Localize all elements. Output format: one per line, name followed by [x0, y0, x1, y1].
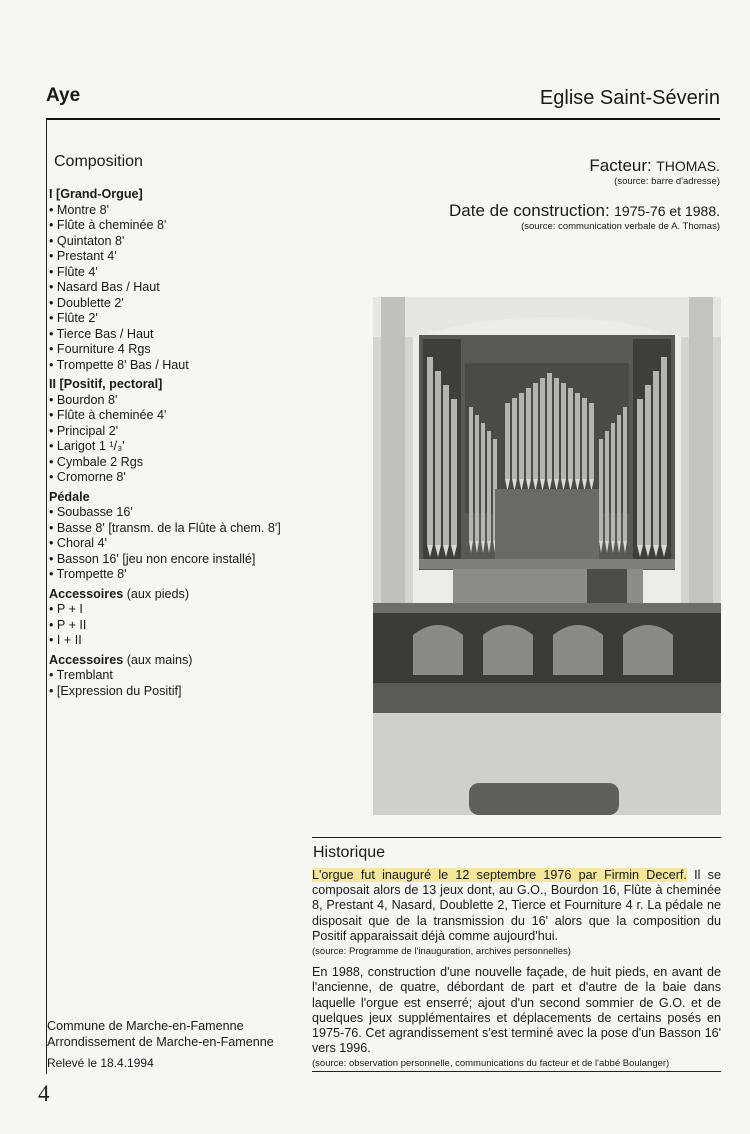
header-rule: [46, 118, 720, 120]
organ-pipe: [443, 385, 449, 545]
stop-item: • Doublette 2': [49, 295, 124, 310]
construction-source: (source: communication verbale de A. Thomas): [521, 221, 720, 232]
division-title-text: Accessoires: [49, 652, 124, 667]
survey-date: Relevé le 18.4.1994: [47, 1056, 154, 1070]
stop-item: • Flûte à cheminée 8': [49, 218, 167, 232]
stop-item: • P + I: [49, 602, 83, 616]
division-title: [49, 587, 369, 603]
stop-item: • Choral 4': [49, 536, 107, 550]
division-title-text: I [Grand-Orgue]: [49, 187, 143, 201]
history-body: [312, 868, 721, 1078]
stop-item: • Flûte à cheminée 4': [49, 408, 167, 422]
history-paragraph-1: [312, 868, 721, 944]
balcony-arch: [553, 625, 603, 675]
stop-item: • Cymbale 2 Rgs: [49, 454, 143, 469]
division-title-text: II [Positif, pectoral]: [49, 377, 163, 391]
stop-item: • Basse 8' [transm. de la Flûte à chem. 8']: [49, 520, 281, 535]
division-title-note: (aux mains): [123, 652, 193, 667]
history-title: Historique: [313, 844, 386, 861]
organ-pipe: [540, 378, 545, 479]
organ-photo: [373, 297, 721, 815]
stop-item: • Fourniture 4 Rgs: [49, 342, 151, 356]
stop-item: • Trompette 8' Bas / Haut: [49, 357, 189, 372]
organ-pipe: [582, 398, 587, 479]
left-margin-rule: [46, 119, 47, 1074]
stop-item: • Prestant 4': [49, 249, 117, 263]
organ-pipe: [512, 398, 517, 479]
construction-label: Date de construction:: [449, 201, 610, 220]
stop-item: • Soubasse 16': [49, 505, 133, 519]
organ-pipe: [661, 357, 667, 545]
construction-value: 1975-76 et 1988.: [614, 203, 720, 219]
division-title-text: Pédale: [49, 489, 90, 504]
organ-pipe: [568, 388, 573, 479]
division-title-text: Accessoires: [49, 586, 124, 601]
organ-pipe: [623, 407, 627, 541]
stop-item: • Quintaton 8': [49, 233, 125, 248]
stop-item: • Tremblant: [49, 668, 113, 682]
stop-item: • I + II: [49, 633, 82, 647]
stop-item: • P + II: [49, 617, 87, 632]
stop-item: • Flûte 2': [49, 311, 98, 325]
page-number: 4: [38, 1081, 50, 1106]
organ-pipe: [435, 371, 441, 545]
organ-pipe: [469, 407, 473, 541]
organ-pipe: [475, 415, 479, 541]
organ-pipe: [554, 378, 559, 479]
location-heading: Aye: [46, 85, 81, 106]
composition-title: Composition: [54, 153, 143, 170]
history-paragraph-2: En 1988, construction d'une nouvelle façade, de huit pieds, en avant de l'ancienne, de quatre, débordant de part et d'autre de la baie dans laquelle l'orgue est enserré; ajout d'un second sommier de G.O. et de quelques jeux supplémentaires et déplacements de certains posés en 1975-76. Cet agrandissement s'est terminé avec la pose d'un Basson 16' vers 1996.: [312, 965, 721, 1056]
balcony-arch: [623, 625, 673, 675]
stop-item: • Principal 2': [49, 423, 119, 438]
stop-item: • Basson 16' [jeu non encore installé]: [49, 551, 256, 566]
organ-pipe: [561, 383, 566, 479]
construction-block: [449, 201, 720, 232]
stop-item: • [Expression du Positif]: [49, 683, 182, 698]
balcony-arch: [483, 625, 533, 675]
stop-item: • Flûte 4': [49, 264, 98, 279]
organ-pipe: [427, 357, 433, 545]
stop-item: • Bourdon 8': [49, 392, 118, 407]
division-title: [49, 653, 369, 669]
stop-item: • Cromorne 8': [49, 470, 126, 484]
builder-block: [589, 156, 720, 187]
history-highlight: L'orgue fut inauguré le 12 septembre 1976 par Firmin Decerf.: [312, 868, 687, 882]
organ-pipe: [637, 399, 643, 545]
history-source-2: (source: observation personnelle, communications du facteur et de l'abbé Boulanger): [312, 1058, 670, 1070]
stop-item: • Tierce Bas / Haut: [49, 326, 154, 341]
stop-list: [49, 187, 369, 699]
division-title: [49, 377, 369, 393]
organ-pipe: [487, 431, 491, 541]
organ-pipe: [617, 415, 621, 541]
division-title-note: (aux pieds): [123, 586, 190, 601]
history-source-1: (source: Programme de l'inauguration, archives personnelles): [312, 946, 571, 958]
balcony-arch: [413, 625, 463, 675]
builder-label: Facteur:: [589, 156, 652, 175]
stop-item: • Trompette 8': [49, 567, 127, 581]
stop-item: • Larigot 1 ¹/₃': [49, 439, 125, 453]
organ-pipe: [611, 423, 615, 541]
commune-line: Commune de Marche-en-Famenne: [47, 1019, 244, 1033]
builder-source: (source: barre d'adresse): [614, 176, 720, 187]
organ-pipe: [451, 399, 457, 545]
organ-pipe: [575, 393, 580, 479]
organ-pipe: [589, 403, 594, 479]
division-title: [49, 187, 369, 203]
stop-item: • Nasard Bas / Haut: [49, 280, 160, 294]
builder-value: THOMAS.: [656, 158, 720, 174]
organ-pipe: [653, 371, 659, 545]
church-heading: Eglise Saint-Séverin: [539, 87, 720, 109]
organ-pipe: [533, 383, 538, 479]
history-bottom-rule: [312, 1071, 721, 1072]
history-p1-rest: Il se composait alors de 13 jeux dont, au G.O., Bourdon 16, Flûte à cheminée 8, Prestant 4, Nasard, Doublette 2, Tierce et Fourniture 4 r. La pédale ne disposait que de la transmission du 16' alors que la composition du Positif apparaissait déjà comme aujourd'hui.: [312, 868, 721, 943]
organ-pipe: [519, 393, 524, 479]
organ-pipe: [505, 403, 510, 479]
division-title: [49, 490, 369, 506]
organ-pipe: [481, 423, 485, 541]
history-rule: [312, 837, 721, 838]
organ-pipe: [599, 439, 603, 541]
organ-pipe: [526, 388, 531, 479]
organ-pipe: [547, 373, 552, 479]
stop-item: • Montre 8': [49, 202, 110, 217]
organ-pipe: [605, 431, 609, 541]
commune-block: [47, 1019, 274, 1050]
organ-pipe: [645, 385, 651, 545]
arrondissement-line: Arrondissement de Marche-en-Famenne: [47, 1034, 274, 1049]
